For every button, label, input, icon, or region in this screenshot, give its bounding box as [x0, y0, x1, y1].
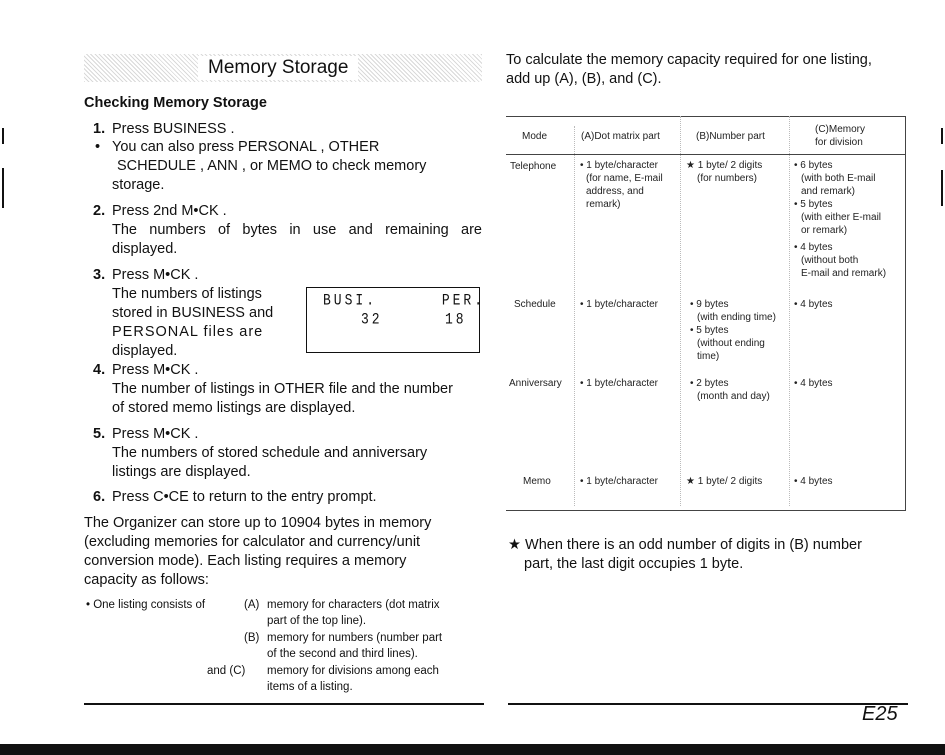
step-3-number: 3. — [93, 267, 106, 283]
row-schedule-b-5: time) — [697, 351, 720, 362]
row-telephone-c-4: • 5 bytes — [794, 199, 833, 210]
row-telephone-c-8: (without both — [801, 255, 859, 266]
step-3-line-2: The numbers of listings — [112, 286, 262, 302]
part-c-line-1: memory for divisions among each — [267, 665, 439, 677]
part-b-line-2: of the second and third lines). — [267, 648, 418, 660]
part-c-line-2: items of a listing. — [267, 681, 353, 693]
header-mode: Mode — [522, 131, 548, 142]
paragraph-line-4: capacity as follows: — [84, 572, 209, 588]
row-telephone-mode: Telephone — [510, 161, 557, 172]
bullet-line-1: You can also press PERSONAL , OTHER — [112, 139, 380, 155]
step-6-number: 6. — [93, 489, 106, 505]
row-schedule-b-2: (with ending time) — [697, 312, 776, 323]
step-1-number: 1. — [93, 121, 106, 137]
step-5-number: 5. — [93, 426, 106, 442]
step-2-line-2: The numbers of bytes in use and remaining are — [112, 222, 482, 238]
row-memo-b-1: ★ 1 byte/ 2 digits — [686, 476, 763, 487]
row-telephone-a-3: address, and — [586, 186, 644, 197]
step-3-line-4: PERSONAL files are — [112, 324, 264, 340]
row-schedule-mode: Schedule — [514, 299, 556, 310]
row-telephone-c-2: (with both E-mail — [801, 173, 876, 184]
row-anniversary-b-2: (month and day) — [697, 391, 770, 402]
step-4-line-1: Press M•CK . — [112, 362, 199, 378]
intro-line-2: add up (A), (B), and (C). — [506, 71, 662, 87]
step-3-line-5: displayed. — [112, 343, 178, 359]
step-6-line-1: Press C•CE to return to the entry prompt. — [112, 489, 377, 505]
step-4-number: 4. — [93, 362, 106, 378]
row-schedule-a-1: • 1 byte/character — [580, 299, 658, 310]
header-dot-matrix: (A)Dot matrix part — [581, 131, 660, 142]
bottom-edge — [0, 744, 945, 755]
row-schedule-b-4: (without ending — [697, 338, 765, 349]
header-memory-2: for division — [815, 137, 863, 148]
part-c-label: and (C) — [207, 665, 246, 677]
row-anniversary-b-1: • 2 bytes — [690, 378, 729, 389]
step-5-line-2: The numbers of stored schedule and anniversary — [112, 445, 428, 461]
step-1-line-1: Press BUSINESS . — [112, 121, 235, 137]
row-memo-mode: Memo — [523, 476, 551, 487]
right-footer-rule — [508, 703, 908, 705]
lcd-display — [306, 287, 486, 353]
row-telephone-b-2: (for numbers) — [697, 173, 758, 184]
step-5-line-1: Press M•CK . — [112, 426, 199, 442]
table-col-rule-2 — [680, 116, 681, 506]
row-schedule-b-3: • 5 bytes — [690, 325, 729, 336]
parts-intro: • One listing consists of — [86, 599, 206, 611]
part-b-line-1: memory for numbers (number part — [267, 632, 443, 644]
bullet-line-2: SCHEDULE , ANN , or MEMO to check memory — [117, 158, 427, 174]
note-line-2: part, the last digit occupies 1 byte. — [524, 556, 744, 572]
row-telephone-a-4: remark) — [586, 199, 621, 210]
header-memory-1: (C)Memory — [815, 124, 865, 135]
lcd-line-1: BUSI. PER. — [323, 291, 486, 310]
banner-title: Memory Storage — [198, 56, 358, 80]
bullet-line-3: storage. — [112, 177, 165, 193]
row-schedule-c-1: • 4 bytes — [794, 299, 833, 310]
part-a-label: (A) — [244, 599, 260, 611]
lcd-value-personal: 18 — [445, 310, 467, 329]
table-col-rule-1 — [574, 126, 575, 506]
row-telephone-c-1: • 6 bytes — [794, 160, 833, 171]
row-telephone-a-2: (for name, E-mail — [586, 173, 663, 184]
note-line-1: ★ When there is an odd number of digits in (B) number — [508, 537, 862, 553]
step-4-line-3: of stored memo listings are displayed. — [112, 400, 356, 416]
left-footer-rule — [84, 703, 484, 705]
row-telephone-c-7: • 4 bytes — [794, 242, 833, 253]
right-margin-mark-2 — [941, 170, 943, 206]
row-telephone-c-9: E-mail and remark) — [801, 268, 887, 279]
part-b-label: (B) — [244, 632, 260, 644]
paragraph-line-1: The Organizer can store up to 10904 bytes in memory — [84, 515, 432, 531]
part-a-line-2: part of the top line). — [267, 615, 367, 627]
step-2-line-1: Press 2nd M•CK . — [112, 203, 227, 219]
paragraph-line-3: conversion mode). Each listing requires a memory — [84, 553, 407, 569]
table-header-rule — [506, 154, 906, 155]
section-heading: Checking Memory Storage — [84, 95, 267, 111]
row-anniversary-mode: Anniversary — [509, 378, 562, 389]
step-2-line-3: displayed. — [112, 241, 178, 257]
page-number: E25 — [862, 703, 898, 725]
left-margin-mark-1 — [2, 128, 4, 144]
row-schedule-b-1: • 9 bytes — [690, 299, 729, 310]
row-anniversary-a-1: • 1 byte/character — [580, 378, 658, 389]
step-5-line-3: listings are displayed. — [112, 464, 251, 480]
step-2-number: 2. — [93, 203, 106, 219]
row-telephone-b-1: ★ 1 byte/ 2 digits — [686, 160, 763, 171]
right-margin-mark-1 — [941, 128, 943, 144]
row-telephone-a-1: • 1 byte/character — [580, 160, 658, 171]
step-3-line-1: Press M•CK . — [112, 267, 199, 283]
step-4-line-2: The number of listings in OTHER file and the number — [112, 381, 453, 397]
row-telephone-c-3: and remark) — [801, 186, 855, 197]
left-margin-mark-2 — [2, 168, 4, 208]
row-telephone-c-5: (with either E-mail — [801, 212, 882, 223]
part-a-line-1: memory for characters (dot matrix — [267, 599, 440, 611]
row-memo-c-1: • 4 bytes — [794, 476, 833, 487]
row-anniversary-c-1: • 4 bytes — [794, 378, 833, 389]
lcd-value-business: 32 — [361, 310, 383, 329]
paragraph-line-2: (excluding memories for calculator and currency/unit — [84, 534, 421, 550]
row-telephone-c-6: or remark) — [801, 225, 848, 236]
header-number-part: (B)Number part — [696, 131, 765, 142]
row-memo-a-1: • 1 byte/character — [580, 476, 658, 487]
intro-line-1: To calculate the memory capacity required for one listing, — [506, 52, 872, 68]
step-3-line-3: stored in BUSINESS and — [112, 305, 274, 321]
step-bullet: • — [95, 139, 101, 155]
table-col-rule-3 — [789, 116, 790, 506]
